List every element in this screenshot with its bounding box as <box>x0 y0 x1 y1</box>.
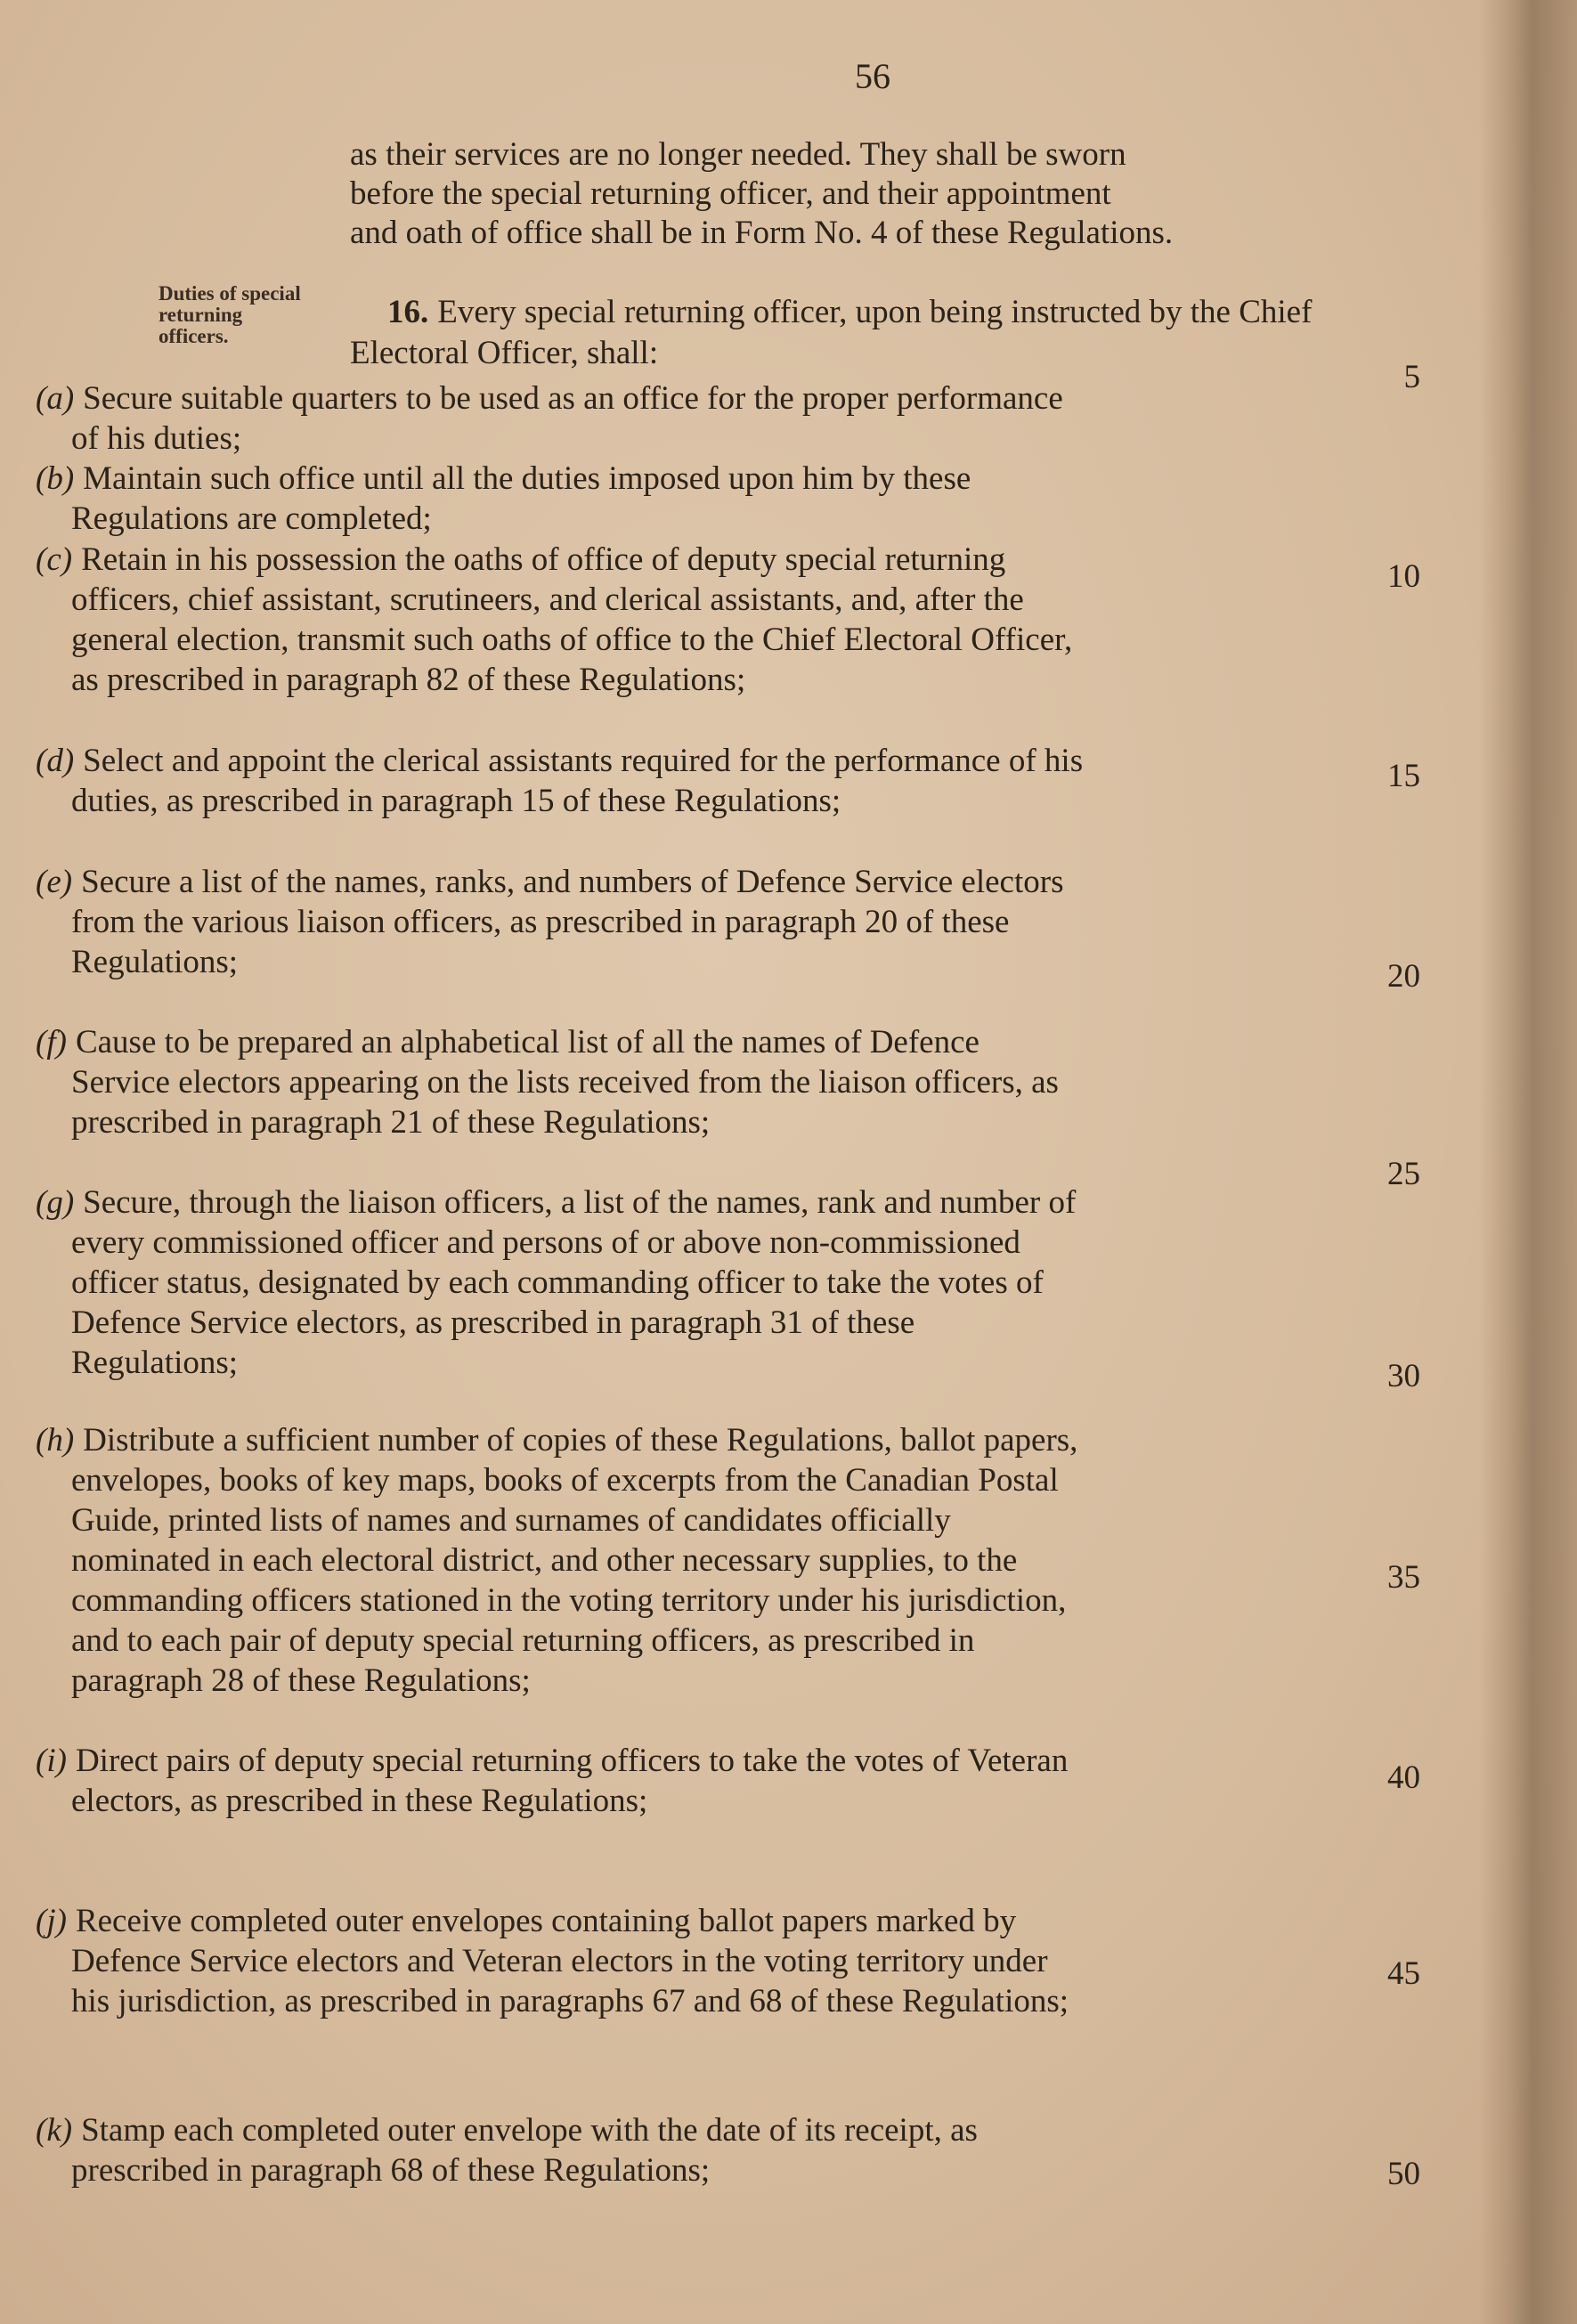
item-marker: (a) <box>36 380 75 417</box>
item-text: Stamp each completed outer envelope with the date of its receipt, as prescribed in paragraph 68 of these Regulations; <box>71 2112 978 2189</box>
item-text: Receive completed outer envelopes containing ballot papers marked by Defence Service electors and Veteran electors in the voting territory under his jurisdiction, as prescribed in paragraphs 67 and 68 of these Regulations; <box>71 1903 1069 2019</box>
item-text: Secure suitable quarters to be used as an office for the proper performance of his duties; <box>71 380 1063 457</box>
item-marker: (j) <box>36 1903 67 1939</box>
line-number: 15 <box>1387 758 1420 794</box>
item-text: Retain in his possession the oaths of office of deputy special returning officers, chief assistant, scrutineers, and clerical assistants, and, after the general election, transmit such oaths of office to the Chief Electoral Officer, as prescribed in paragraph 82 of these Regulations; <box>71 541 1073 698</box>
list-item <box>36 2110 1086 2190</box>
list-item <box>36 1901 1086 2021</box>
list-item <box>36 1182 1086 1383</box>
item-marker: (d) <box>36 743 75 779</box>
list-item <box>36 378 1086 459</box>
item-text: Select and appoint the clerical assistants required for the performance of his duties, as prescribed in paragraph 15 of these Regulations; <box>71 743 1084 819</box>
intro-line: as their services are no longer needed. They shall be sworn <box>350 136 1126 173</box>
intro-line: and oath of office shall be in Form No. 4 of these Regulations. <box>350 215 1174 251</box>
line-number: 40 <box>1387 1759 1420 1796</box>
line-number: 35 <box>1387 1559 1420 1596</box>
item-marker: (b) <box>36 460 75 497</box>
line-number: 25 <box>1387 1156 1420 1192</box>
item-text: Direct pairs of deputy special returning officers to take the votes of Veteran electors, as prescribed in these Regulations; <box>71 1743 1069 1819</box>
item-text: Secure a list of the names, ranks, and numbers of Defence Service electors from the various liaison officers, as prescribed in paragraph 20 of these Regulations; <box>71 864 1064 980</box>
item-marker: (e) <box>36 864 73 900</box>
line-number: 10 <box>1387 558 1420 595</box>
intro-paragraph <box>350 135 1401 253</box>
line-number: 30 <box>1387 1358 1420 1394</box>
item-marker: (c) <box>36 541 73 578</box>
list-item <box>36 540 1086 700</box>
line-number: 50 <box>1387 2156 1420 2192</box>
margin-note: Duties of special returning officers. <box>159 282 301 347</box>
item-marker: (k) <box>36 2112 73 2149</box>
section-number: 16. <box>387 294 429 330</box>
item-marker: (f) <box>36 1024 67 1060</box>
item-text: Maintain such office until all the duties imposed upon him by these Regulations are completed; <box>71 460 971 537</box>
line-number: 5 <box>1403 359 1420 395</box>
item-marker: (h) <box>36 1422 75 1459</box>
page-number: 56 <box>855 56 890 96</box>
page-edge-shadow <box>1479 0 1577 2324</box>
list-item <box>36 862 1086 982</box>
section-16 <box>350 292 1418 374</box>
item-text: Cause to be prepared an alphabetical list of all the names of Defence Service electors appearing on the lists received from the liaison officers, as prescribed in paragraph 21 of these Regulations; <box>71 1024 1059 1141</box>
section-lead: Every special returning officer, upon being instructed by the Chief Electoral Officer, shall: <box>350 294 1313 371</box>
item-text: Secure, through the liaison officers, a list of the names, rank and number of every commissioned officer and persons of or above non-commissioned officer status, designated by each commanding officer to take the votes of Defence Service electors, as prescribed in paragraph 31 of these Regulations; <box>71 1184 1077 1381</box>
line-number: 20 <box>1387 958 1420 995</box>
list-item <box>36 1022 1086 1142</box>
item-marker: (i) <box>36 1743 67 1779</box>
item-marker: (g) <box>36 1184 75 1221</box>
list-item <box>36 1420 1086 1701</box>
list-item <box>36 741 1086 821</box>
intro-line: before the special returning officer, and their appointment <box>350 175 1111 212</box>
item-text: Distribute a sufficient number of copies of these Regulations, ballot papers, envelopes, books of key maps, books of excerpts from the Canadian Postal Guide, printed lists of names and surnames of candidates officially nominated in each electoral district, and other necessary supplies, to the commanding officers stationed in the voting territory under his jurisdiction, and to each pair of deputy special returning officers, as prescribed in paragraph 28 of these Regulations; <box>71 1422 1078 1699</box>
line-number: 45 <box>1387 1955 1420 1992</box>
list-item <box>36 459 1086 539</box>
list-item <box>36 1741 1086 1821</box>
